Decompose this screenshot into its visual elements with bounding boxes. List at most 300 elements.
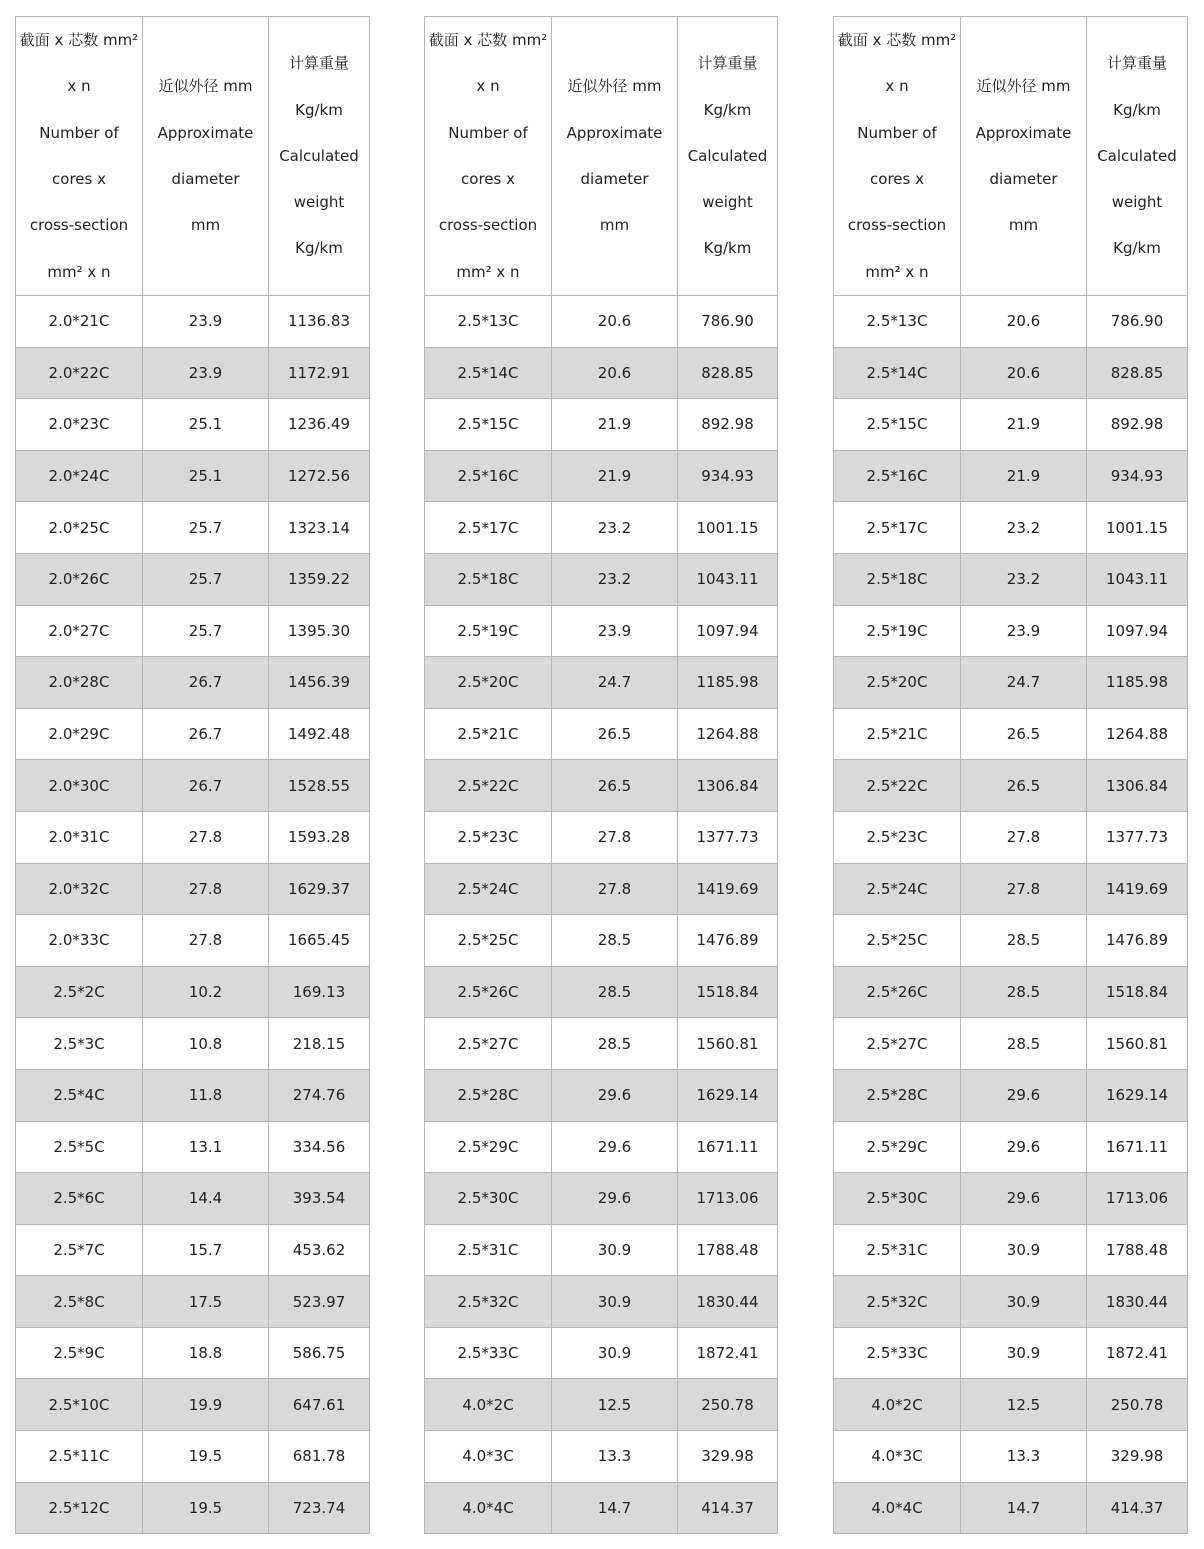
cell-cross-section: 2.5*11C: [16, 1431, 143, 1483]
header-line: Kg/km: [295, 239, 343, 258]
cell-diameter: 29.6: [552, 1121, 678, 1173]
table-header-row: [834, 17, 1188, 296]
table-row: [834, 811, 1188, 863]
cell-weight: 1272.56: [269, 450, 370, 502]
cell-diameter: 23.9: [143, 347, 269, 399]
table-row: [425, 1431, 778, 1483]
cell-cross-section: 2.5*27C: [425, 1018, 552, 1070]
cell-cross-section: 2.5*30C: [834, 1173, 961, 1225]
header-line: 计算重量: [697, 54, 758, 73]
table-row: [834, 1069, 1188, 1121]
table-row: [834, 296, 1188, 348]
cell-diameter: 30.9: [552, 1327, 678, 1379]
cell-weight: 393.54: [269, 1173, 370, 1225]
cell-diameter: 29.6: [961, 1121, 1087, 1173]
table-row: [834, 760, 1188, 812]
cell-cross-section: 2.0*23C: [16, 399, 143, 451]
cell-diameter: 28.5: [961, 915, 1087, 967]
cell-weight: 1671.11: [678, 1121, 778, 1173]
cell-cross-section: 2.5*17C: [425, 502, 552, 554]
cell-weight: 1395.30: [269, 605, 370, 657]
cell-diameter: 25.1: [143, 399, 269, 451]
cell-diameter: 18.8: [143, 1327, 269, 1379]
table-row: [16, 708, 370, 760]
cell-cross-section: 2.5*24C: [834, 863, 961, 915]
cell-cross-section: 2.5*28C: [834, 1069, 961, 1121]
cell-diameter: 19.5: [143, 1482, 269, 1534]
cell-weight: 1185.98: [678, 657, 778, 709]
table-row: [16, 1379, 370, 1431]
cell-diameter: 24.7: [552, 657, 678, 709]
cell-cross-section: 2.5*23C: [834, 811, 961, 863]
table-row: [834, 966, 1188, 1018]
cell-cross-section: 2.5*13C: [834, 296, 961, 348]
table-row: [425, 915, 778, 967]
table-row: [425, 760, 778, 812]
cell-diameter: 30.9: [552, 1276, 678, 1328]
cell-diameter: 28.5: [961, 966, 1087, 1018]
cell-cross-section: 2.5*15C: [834, 399, 961, 451]
cell-diameter: 13.1: [143, 1121, 269, 1173]
table-row: [834, 657, 1188, 709]
cell-weight: 1377.73: [678, 811, 778, 863]
cell-cross-section: 2.0*21C: [16, 296, 143, 348]
cell-cross-section: 4.0*4C: [425, 1482, 552, 1534]
cell-weight: 1264.88: [1087, 708, 1188, 760]
cell-weight: 1518.84: [678, 966, 778, 1018]
table-body: [425, 296, 778, 1534]
table-row: [425, 708, 778, 760]
table-row: [834, 1173, 1188, 1225]
header-line: 近似外径 mm: [158, 77, 253, 96]
cell-cross-section: 2.5*29C: [834, 1121, 961, 1173]
table-row: [16, 1069, 370, 1121]
header-line: cores x: [52, 170, 106, 188]
table-row: [425, 1379, 778, 1431]
cell-cross-section: 2.5*27C: [834, 1018, 961, 1070]
table-row: [425, 450, 778, 502]
table-row: [834, 915, 1188, 967]
cell-diameter: 27.8: [552, 811, 678, 863]
cell-diameter: 25.7: [143, 553, 269, 605]
cell-diameter: 25.7: [143, 502, 269, 554]
cell-cross-section: 2.0*28C: [16, 657, 143, 709]
table-row: [16, 502, 370, 554]
cell-cross-section: 2.5*26C: [834, 966, 961, 1018]
cell-cross-section: 2.5*25C: [425, 915, 552, 967]
cell-weight: 934.93: [678, 450, 778, 502]
table-body: [834, 296, 1188, 1534]
header-line: 计算重量: [288, 54, 349, 73]
cell-diameter: 17.5: [143, 1276, 269, 1328]
cell-weight: 647.61: [269, 1379, 370, 1431]
cell-cross-section: 2.5*14C: [834, 347, 961, 399]
cell-cross-section: 2.5*8C: [16, 1276, 143, 1328]
cell-cross-section: 2.5*21C: [425, 708, 552, 760]
table-row: [425, 502, 778, 554]
header-line: cross-section: [29, 216, 129, 235]
cell-cross-section: 2.5*16C: [834, 450, 961, 502]
cell-cross-section: 2.5*9C: [16, 1327, 143, 1379]
cell-weight: 1830.44: [1087, 1276, 1188, 1328]
table-row: [425, 605, 778, 657]
cell-diameter: 20.6: [961, 296, 1087, 348]
table-row: [425, 1224, 778, 1276]
cell-weight: 453.62: [269, 1224, 370, 1276]
header-line: cross-section: [438, 216, 538, 235]
cell-weight: 1172.91: [269, 347, 370, 399]
cell-diameter: 14.7: [552, 1482, 678, 1534]
cell-diameter: 26.5: [552, 708, 678, 760]
cell-cross-section: 2.5*31C: [425, 1224, 552, 1276]
table-row: [834, 1276, 1188, 1328]
header-line: Kg/km: [703, 100, 752, 119]
header-line: mm² x n: [47, 262, 111, 281]
header-line: Approximate: [975, 123, 1072, 142]
cell-weight: 1528.55: [269, 760, 370, 812]
cell-diameter: 24.7: [961, 657, 1087, 709]
cell-weight: 1001.15: [678, 502, 778, 554]
cell-weight: 1097.94: [678, 605, 778, 657]
header-diameter: [961, 17, 1087, 296]
cell-weight: 892.98: [678, 399, 778, 451]
cell-weight: 786.90: [678, 296, 778, 348]
header-line: diameter: [171, 170, 240, 188]
cell-diameter: 27.8: [143, 811, 269, 863]
table-row: [425, 657, 778, 709]
cell-diameter: 30.9: [961, 1327, 1087, 1379]
table-row: [425, 863, 778, 915]
cell-diameter: 27.8: [961, 811, 1087, 863]
cell-cross-section: 2.5*30C: [425, 1173, 552, 1225]
header-line: 截面 x 芯数 mm²: [19, 31, 139, 50]
cell-cross-section: 4.0*3C: [425, 1431, 552, 1483]
cell-cross-section: 2.0*31C: [16, 811, 143, 863]
cell-weight: 1872.41: [678, 1327, 778, 1379]
cell-cross-section: 2.5*18C: [834, 553, 961, 605]
table-row: [834, 502, 1188, 554]
cell-cross-section: 2.5*3C: [16, 1018, 143, 1070]
header-line: mm² x n: [456, 262, 520, 281]
cell-weight: 1359.22: [269, 553, 370, 605]
cell-cross-section: 2.5*33C: [834, 1327, 961, 1379]
cell-cross-section: 2.5*13C: [425, 296, 552, 348]
header-line: Calculated: [279, 146, 359, 165]
cell-diameter: 26.7: [143, 760, 269, 812]
cell-diameter: 23.2: [961, 553, 1087, 605]
header-weight: [1087, 17, 1188, 296]
cell-diameter: 27.8: [961, 863, 1087, 915]
cell-diameter: 19.5: [143, 1431, 269, 1483]
table-row: [425, 553, 778, 605]
table-row: [425, 1482, 778, 1534]
cell-weight: 1306.84: [1087, 760, 1188, 812]
cell-diameter: 10.8: [143, 1018, 269, 1070]
table-row: [834, 863, 1188, 915]
cell-weight: 1476.89: [1087, 915, 1188, 967]
header-line: Calculated: [687, 146, 768, 165]
table-row: [834, 347, 1188, 399]
table-row: [425, 1121, 778, 1173]
header-line: 截面 x 芯数 mm²: [837, 31, 957, 50]
table-row: [16, 1276, 370, 1328]
header-line: cores x: [870, 170, 924, 188]
table-row: [16, 450, 370, 502]
cell-weight: 1830.44: [678, 1276, 778, 1328]
table-row: [834, 605, 1188, 657]
header-weight: [269, 17, 370, 296]
cell-weight: 1629.14: [678, 1069, 778, 1121]
cell-diameter: 29.6: [961, 1173, 1087, 1225]
cell-cross-section: 2.0*32C: [16, 863, 143, 915]
cell-diameter: 23.2: [552, 502, 678, 554]
cell-diameter: 21.9: [552, 450, 678, 502]
cell-weight: 1560.81: [678, 1018, 778, 1070]
table-row: [834, 450, 1188, 502]
cell-diameter: 28.5: [552, 915, 678, 967]
table-row: [16, 1482, 370, 1534]
cell-weight: 786.90: [1087, 296, 1188, 348]
header-line: x n: [885, 77, 909, 96]
cell-cross-section: 2.0*33C: [16, 915, 143, 967]
header-line: Kg/km: [295, 100, 343, 119]
cell-weight: 1560.81: [1087, 1018, 1188, 1070]
cell-weight: 1492.48: [269, 708, 370, 760]
header-line: Kg/km: [1113, 239, 1161, 258]
table-row: [425, 1018, 778, 1070]
header-line: diameter: [580, 170, 649, 188]
header-diameter: [552, 17, 678, 296]
cell-diameter: 28.5: [552, 1018, 678, 1070]
table-row: [16, 296, 370, 348]
cell-weight: 334.56: [269, 1121, 370, 1173]
cell-cross-section: 2.5*4C: [16, 1069, 143, 1121]
table-row: [16, 605, 370, 657]
cell-weight: 828.85: [1087, 347, 1188, 399]
cell-cross-section: 4.0*3C: [834, 1431, 961, 1483]
cell-weight: 723.74: [269, 1482, 370, 1534]
cell-diameter: 14.4: [143, 1173, 269, 1225]
cell-weight: 1043.11: [678, 553, 778, 605]
cell-cross-section: 2.5*22C: [425, 760, 552, 812]
cell-diameter: 26.5: [961, 760, 1087, 812]
header-line: cross-section: [847, 216, 947, 235]
table-row: [425, 1327, 778, 1379]
cell-diameter: 27.8: [552, 863, 678, 915]
header-line: mm² x n: [865, 262, 929, 281]
cell-diameter: 13.3: [552, 1431, 678, 1483]
cell-cross-section: 2.5*15C: [425, 399, 552, 451]
cell-cross-section: 2.0*30C: [16, 760, 143, 812]
cell-weight: 1665.45: [269, 915, 370, 967]
table-row: [16, 811, 370, 863]
header-line: 近似外径 mm: [976, 77, 1071, 96]
cell-diameter: 30.9: [961, 1276, 1087, 1328]
cell-weight: 586.75: [269, 1327, 370, 1379]
cell-cross-section: 2.5*5C: [16, 1121, 143, 1173]
table-row: [834, 1224, 1188, 1276]
cell-weight: 1097.94: [1087, 605, 1188, 657]
cell-diameter: 28.5: [961, 1018, 1087, 1070]
cell-diameter: 14.7: [961, 1482, 1087, 1534]
cell-weight: 1264.88: [678, 708, 778, 760]
cell-cross-section: 2.5*24C: [425, 863, 552, 915]
cell-weight: 218.15: [269, 1018, 370, 1070]
table-row: [834, 1482, 1188, 1534]
cell-weight: 1788.48: [678, 1224, 778, 1276]
cell-weight: 523.97: [269, 1276, 370, 1328]
cell-cross-section: 2.5*16C: [425, 450, 552, 502]
cell-diameter: 21.9: [552, 399, 678, 451]
cell-diameter: 26.5: [961, 708, 1087, 760]
table-row: [425, 347, 778, 399]
cell-weight: 329.98: [1087, 1431, 1188, 1483]
header-line: Approximate: [157, 123, 254, 142]
header-line: diameter: [989, 170, 1058, 188]
table-row: [834, 1121, 1188, 1173]
cable-spec-table-1: [15, 16, 370, 1534]
header-line: Number of: [39, 123, 119, 142]
cell-weight: 1671.11: [1087, 1121, 1188, 1173]
table-row: [425, 1276, 778, 1328]
cell-diameter: 23.9: [552, 605, 678, 657]
table-row: [425, 296, 778, 348]
table-row: [834, 399, 1188, 451]
header-line: Approximate: [566, 123, 663, 142]
cell-diameter: 10.2: [143, 966, 269, 1018]
cell-weight: 1476.89: [678, 915, 778, 967]
cell-cross-section: 2.5*2C: [16, 966, 143, 1018]
cell-diameter: 28.5: [552, 966, 678, 1018]
cell-weight: 892.98: [1087, 399, 1188, 451]
table-row: [16, 1327, 370, 1379]
cell-cross-section: 2.0*26C: [16, 553, 143, 605]
cell-diameter: 25.1: [143, 450, 269, 502]
cell-cross-section: 2.5*10C: [16, 1379, 143, 1431]
cell-diameter: 20.6: [552, 296, 678, 348]
cell-weight: 1419.69: [1087, 863, 1188, 915]
cell-diameter: 23.9: [961, 605, 1087, 657]
cell-cross-section: 2.5*19C: [425, 605, 552, 657]
cell-weight: 1185.98: [1087, 657, 1188, 709]
cell-cross-section: 2.5*6C: [16, 1173, 143, 1225]
table-row: [425, 1173, 778, 1225]
cell-cross-section: 2.5*29C: [425, 1121, 552, 1173]
header-diameter: [143, 17, 269, 296]
table-row: [425, 811, 778, 863]
table-row: [425, 399, 778, 451]
cell-cross-section: 2.5*28C: [425, 1069, 552, 1121]
cell-cross-section: 2.5*18C: [425, 553, 552, 605]
cell-diameter: 23.2: [961, 502, 1087, 554]
cell-weight: 1377.73: [1087, 811, 1188, 863]
cell-diameter: 27.8: [143, 915, 269, 967]
table-row: [16, 1018, 370, 1070]
header-line: weight: [702, 193, 753, 212]
table-header-row: [16, 17, 370, 296]
cell-diameter: 21.9: [961, 399, 1087, 451]
table-row: [834, 708, 1188, 760]
header-line: mm: [1008, 216, 1039, 235]
cell-cross-section: 2.5*17C: [834, 502, 961, 554]
cell-diameter: 19.9: [143, 1379, 269, 1431]
cell-diameter: 26.7: [143, 708, 269, 760]
table-row: [16, 915, 370, 967]
cell-cross-section: 2.5*7C: [16, 1224, 143, 1276]
cell-diameter: 23.2: [552, 553, 678, 605]
cell-cross-section: 2.5*31C: [834, 1224, 961, 1276]
cell-cross-section: 2.5*20C: [425, 657, 552, 709]
cell-weight: 1323.14: [269, 502, 370, 554]
header-line: 截面 x 芯数 mm²: [428, 31, 548, 50]
cell-cross-section: 2.5*33C: [425, 1327, 552, 1379]
table-row: [834, 553, 1188, 605]
table-body: [16, 296, 370, 1534]
cell-cross-section: 2.5*32C: [834, 1276, 961, 1328]
cell-cross-section: 2.5*20C: [834, 657, 961, 709]
cell-diameter: 29.6: [552, 1069, 678, 1121]
cell-cross-section: 2.0*25C: [16, 502, 143, 554]
cell-cross-section: 2.5*19C: [834, 605, 961, 657]
cell-weight: 681.78: [269, 1431, 370, 1483]
cell-diameter: 30.9: [552, 1224, 678, 1276]
header-line: 计算重量: [1106, 54, 1167, 73]
cable-spec-table-2: [424, 16, 778, 1534]
table-row: [16, 1121, 370, 1173]
header-weight: [678, 17, 778, 296]
cell-weight: 1713.06: [678, 1173, 778, 1225]
cell-weight: 1236.49: [269, 399, 370, 451]
cell-cross-section: 2.5*23C: [425, 811, 552, 863]
cell-weight: 414.37: [1087, 1482, 1188, 1534]
cell-cross-section: 2.5*25C: [834, 915, 961, 967]
cell-cross-section: 4.0*2C: [425, 1379, 552, 1431]
header-line: x n: [476, 77, 500, 96]
header-line: Number of: [857, 123, 937, 142]
cell-cross-section: 2.0*29C: [16, 708, 143, 760]
cell-diameter: 29.6: [552, 1173, 678, 1225]
cell-cross-section: 4.0*2C: [834, 1379, 961, 1431]
cell-cross-section: 2.0*27C: [16, 605, 143, 657]
table-row: [16, 347, 370, 399]
cell-diameter: 25.7: [143, 605, 269, 657]
cell-cross-section: 2.0*22C: [16, 347, 143, 399]
table-row: [16, 966, 370, 1018]
cell-weight: 1713.06: [1087, 1173, 1188, 1225]
cell-diameter: 26.7: [143, 657, 269, 709]
cell-weight: 1456.39: [269, 657, 370, 709]
cell-diameter: 30.9: [961, 1224, 1087, 1276]
header-line: weight: [1111, 193, 1163, 212]
cell-weight: 1419.69: [678, 863, 778, 915]
header-line: Kg/km: [1113, 100, 1161, 119]
table-row: [16, 399, 370, 451]
cell-weight: 1001.15: [1087, 502, 1188, 554]
header-line: Number of: [448, 123, 528, 142]
cell-diameter: 11.8: [143, 1069, 269, 1121]
header-line: x n: [67, 77, 91, 96]
table-row: [834, 1379, 1188, 1431]
cell-diameter: 15.7: [143, 1224, 269, 1276]
cell-weight: 1136.83: [269, 296, 370, 348]
cell-weight: 1043.11: [1087, 553, 1188, 605]
cable-spec-table-3: [833, 16, 1188, 1534]
cell-diameter: 21.9: [961, 450, 1087, 502]
cell-weight: 1872.41: [1087, 1327, 1188, 1379]
header-line: 近似外径 mm: [567, 77, 662, 96]
table-row: [16, 657, 370, 709]
table-row: [425, 1069, 778, 1121]
